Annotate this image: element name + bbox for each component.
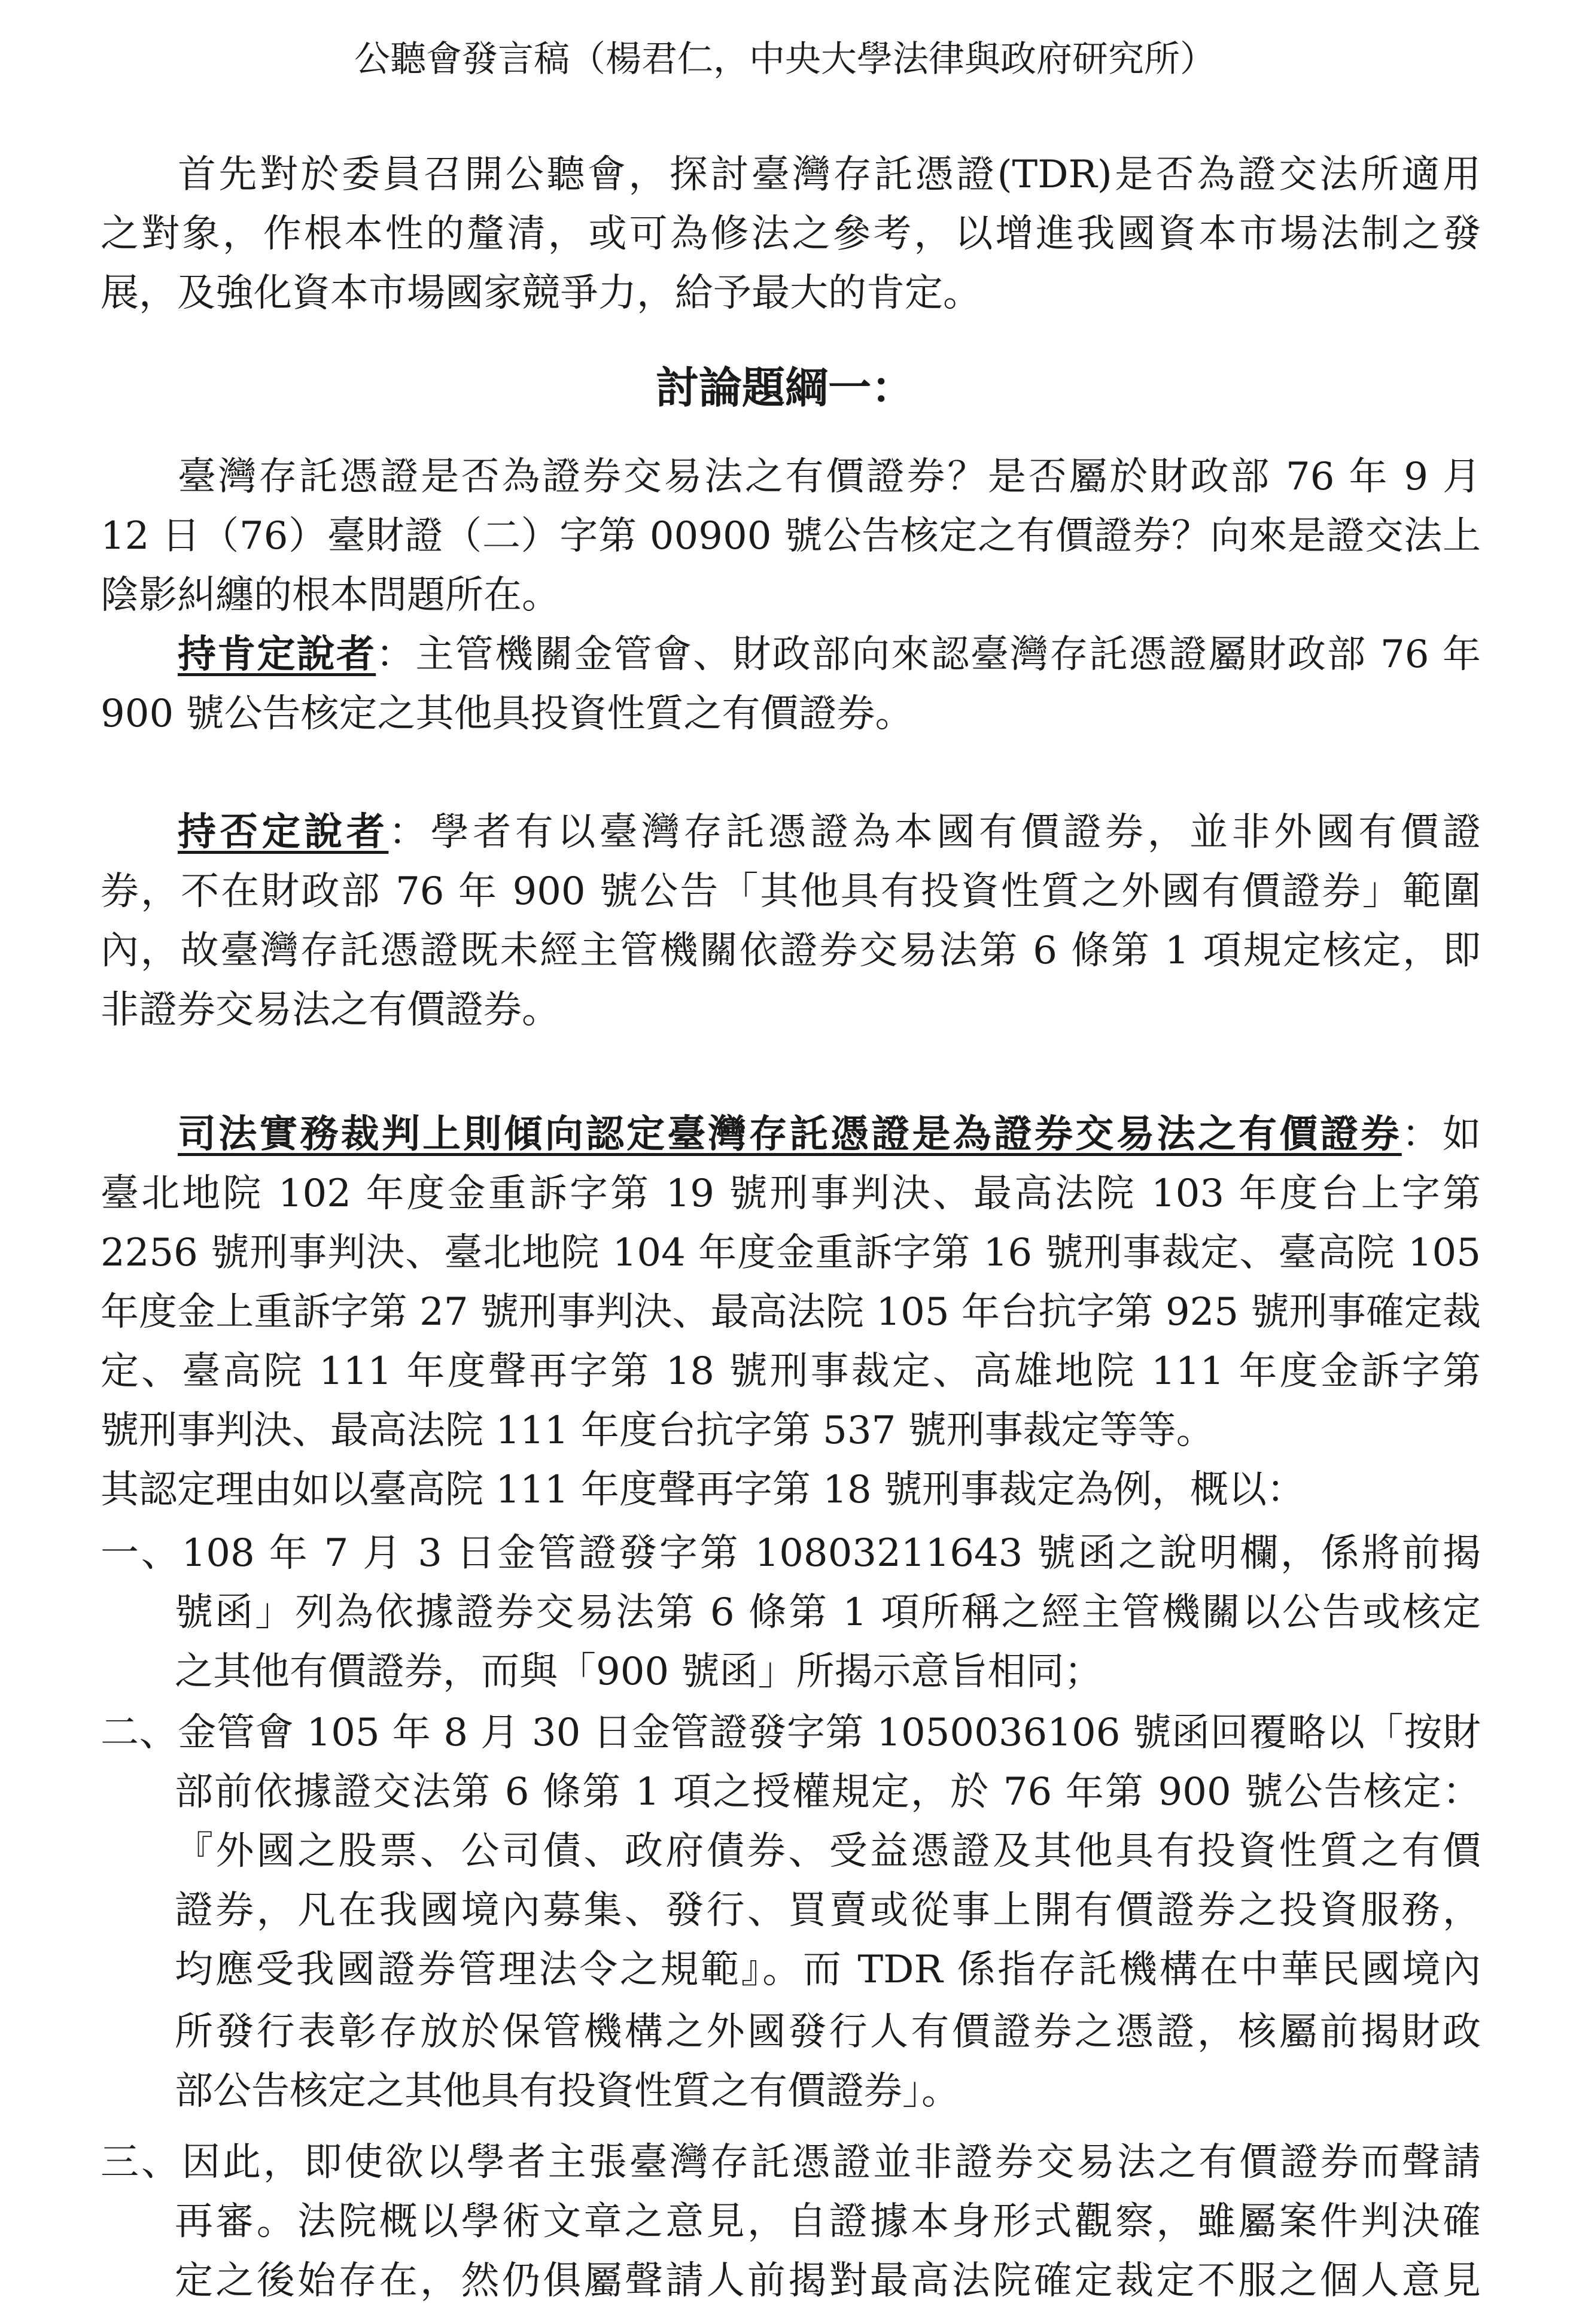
judicial-label: 司法實務裁判上則傾向認定臺灣存託憑證是為證券交易法之有價證券 — [178, 1112, 1402, 1157]
reason-line: 所發行表彰存放於保管機構之外國發行人有價證券之憑證，核屬前揭財政 — [175, 2010, 1481, 2054]
negative-line: 券，不在財政部 76 年 900 號公告「其他具有投資性質之外國有價證券」範圍 — [101, 869, 1481, 914]
reason-line — [101, 2136, 1481, 2189]
negative-line: 非證券交易法之有價證券。 — [101, 988, 560, 1032]
judicial-line: 臺北地院 102 年度金重訴字第 19 號刑事判決、最高法院 103 年度台上字第 — [101, 1172, 1481, 1216]
reasons-intro: 其認定理由如以臺高院 111 年度聲再字第 18 號刑事裁定為例，概以： — [101, 1468, 1305, 1512]
document-title: 公聽會發言稿（楊君仁，中央大學法律與政府研究所） — [354, 38, 1216, 80]
reason-line: 證券，凡在我國境內募集、發行、買賣或從事上開有價證券之投資服務， — [175, 1888, 1481, 1933]
intro-line: 首先對於委員召開公聽會，探討臺灣存託憑證(TDR)是否為證交法所適用 — [178, 153, 1481, 197]
list-marker: 三、 — [101, 2140, 182, 2185]
judicial-line: 2256 號刑事判決、臺北地院 104 年度金重訴字第 16 號刑事裁定、臺高院 105 — [101, 1231, 1481, 1275]
reason-line: 均應受我國證券管理法令之規範』。而 TDR 係指存託機構在中華民國境內 — [175, 1948, 1481, 1992]
intro-line: 展，及強化資本市場國家競爭力，給予最大的肯定。 — [101, 271, 981, 315]
reason-line: 『外國之股票、公司債、政府債券、受益憑證及其他具有投資性質之有價 — [175, 1829, 1481, 1873]
negative-label: 持否定說者 — [178, 810, 389, 854]
negative-line — [178, 805, 1481, 859]
affirmative-line — [178, 628, 1481, 682]
reason-text: 108 年 7 月 3 日金管證發字第 10803211643 號函之說明欄，係將前揭 — [181, 1531, 1481, 1575]
judicial-text: ：如 — [1401, 1112, 1481, 1157]
list-marker: 二、 — [101, 1711, 178, 1755]
reason-line: 部前依據證交法第 6 條第 1 項之授權規定，於 76 年第 900 號公告核定： — [175, 1770, 1481, 1814]
negative-line: 內，故臺灣存託憑證既未經主管機關依證券交易法第 6 條第 1 項規定核定，即 — [101, 929, 1481, 973]
reason-line: 之其他有價證券，而與「900 號函」所揭示意旨相同； — [175, 1650, 1103, 1694]
reason-text: 金管會 105 年 8 月 30 日金管證發字第 1050036106 號函回覆略以「按財 — [178, 1711, 1481, 1755]
reason-line: 再審。法院概以學術文章之意見，自證據本身形式觀察，雖屬案件判決確 — [175, 2200, 1481, 2244]
judicial-line: 年度金上重訴字第 27 號刑事判決、最高法院 105 年台抗字第 925 號刑事確定裁 — [101, 1290, 1481, 1334]
reason-line: 定之後始存在，然仍俱屬聲請人前揭對最高法院確定裁定不服之個人意見 — [175, 2259, 1481, 2303]
judicial-line: 定、臺高院 111 年度聲再字第 18 號刑事裁定、高雄地院 111 年度金訴字第 — [101, 1349, 1481, 1394]
intro-line: 之對象，作根本性的釐清，或可為修法之參考，以增進我國資本市場法制之發 — [101, 212, 1481, 256]
reason-line — [101, 1706, 1481, 1760]
reason-line: 號函」列為依據證券交易法第 6 條第 1 項所稱之經主管機關以公告或核定 — [175, 1590, 1481, 1635]
judicial-line: 號刑事判決、最高法院 111 年度台抗字第 537 號刑事裁定等等。 — [101, 1409, 1215, 1453]
judicial-line — [178, 1108, 1481, 1161]
reason-text: 因此，即使欲以學者主張臺灣存託憑證並非證券交易法之有價證券而聲請 — [181, 2140, 1481, 2185]
affirmative-label: 持肯定說者 — [178, 632, 376, 677]
reason-line — [101, 1526, 1481, 1580]
list-marker: 一、 — [101, 1531, 182, 1575]
affirmative-text: ：主管機關金管會、財政部向來認臺灣存託憑證屬財政部 76 年 — [376, 632, 1481, 677]
question-line: 陰影糾纏的根本問題所在。 — [101, 573, 560, 617]
question-line: 12 日（76）臺財證（二）字第 00900 號公告核定之有價證券？向來是證交法上 — [101, 514, 1481, 558]
question-line: 臺灣存託憑證是否為證券交易法之有價證券？是否屬於財政部 76 年 9 月 — [178, 455, 1481, 499]
negative-text: ：學者有以臺灣存託憑證為本國有價證券，並非外國有價證 — [388, 810, 1481, 854]
reason-line: 部公告核定之其他具有投資性質之有價證券」。 — [175, 2069, 960, 2113]
section-heading: 討論題綱一： — [655, 362, 914, 413]
affirmative-line: 900 號公告核定之其他具投資性質之有價證券。 — [101, 692, 914, 736]
